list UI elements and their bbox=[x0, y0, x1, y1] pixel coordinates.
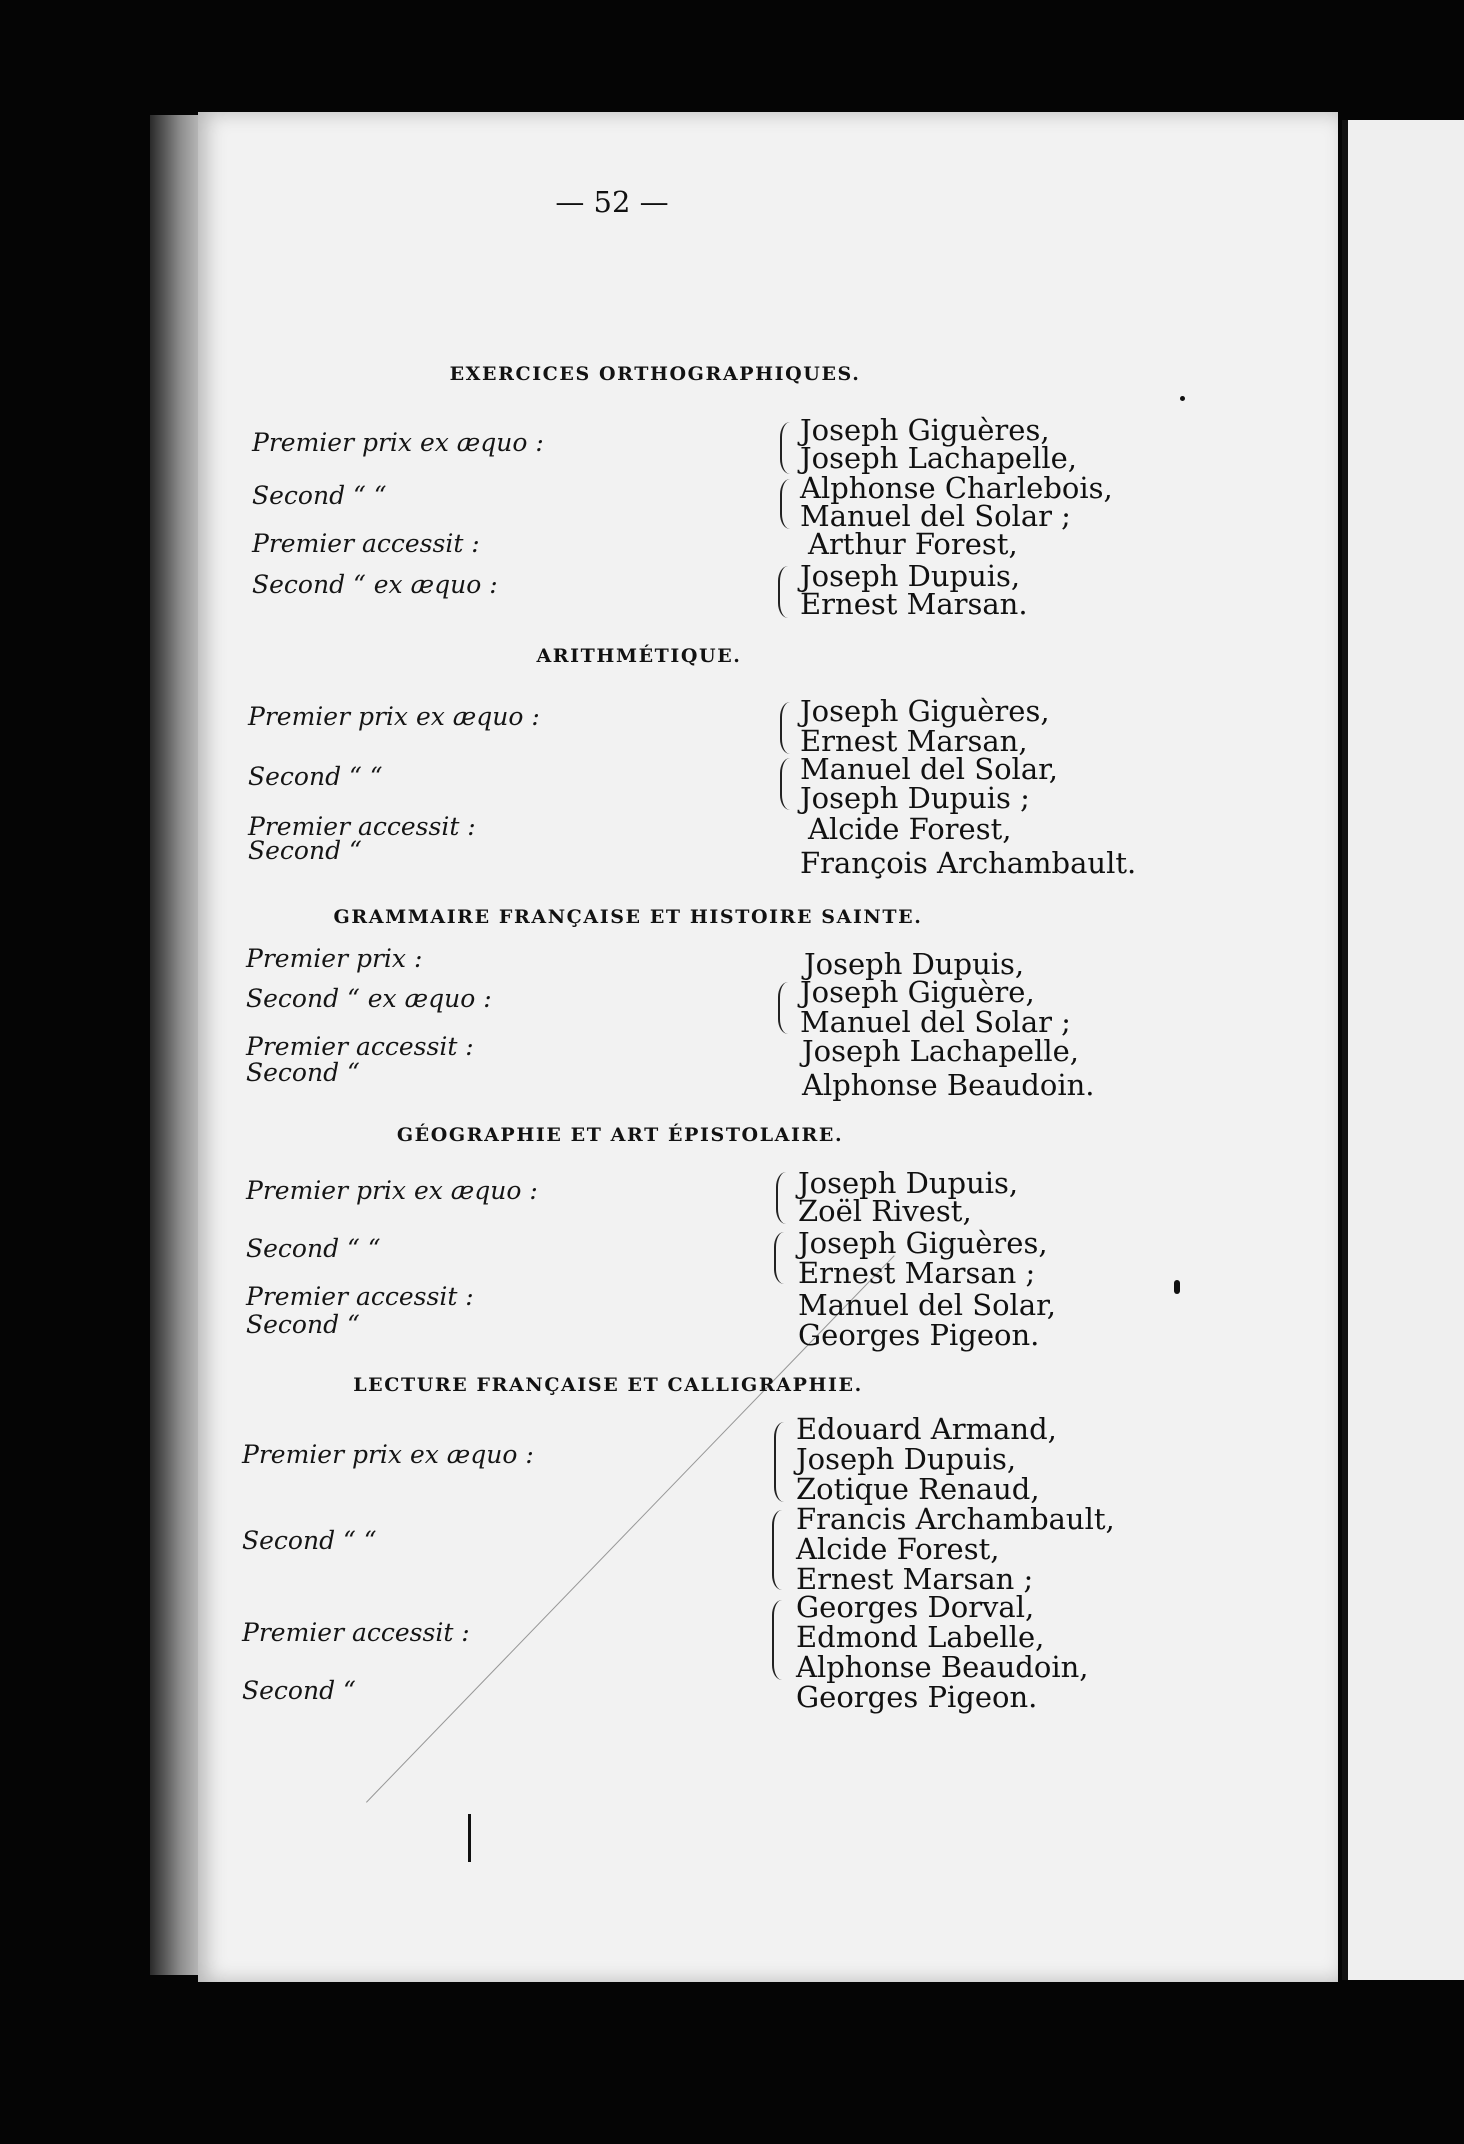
winner-name: Joseph Giguères, bbox=[798, 1226, 1048, 1260]
winner-name: Zotique Renaud, bbox=[796, 1472, 1040, 1506]
winner-name: Joseph Dupuis, bbox=[796, 1442, 1017, 1476]
winner-name: Joseph Giguères, bbox=[800, 694, 1050, 728]
winner-name: Georges Pigeon. bbox=[798, 1318, 1040, 1352]
winner-name: Zoël Rivest, bbox=[798, 1194, 972, 1228]
brace bbox=[774, 1232, 784, 1284]
award-label: Premier prix ex æquo : bbox=[246, 1176, 538, 1205]
brace bbox=[774, 1422, 784, 1502]
winner-name: Ernest Marsan, bbox=[800, 724, 1028, 758]
brace bbox=[780, 758, 790, 810]
brace bbox=[780, 702, 790, 754]
winner-name: Georges Dorval, bbox=[796, 1590, 1035, 1624]
winner-name: Joseph Lachapelle, bbox=[800, 441, 1078, 475]
brace bbox=[772, 1600, 782, 1680]
winner-name: Joseph Dupuis, bbox=[798, 1166, 1019, 1200]
award-label: Premier accessit : bbox=[246, 1032, 474, 1061]
winner-name: Ernest Marsan ; bbox=[798, 1256, 1036, 1290]
winner-name: Ernest Marsan. bbox=[800, 587, 1028, 621]
brace bbox=[780, 479, 790, 529]
winner-name: François Archambault. bbox=[800, 846, 1137, 880]
award-label: Second “ bbox=[248, 836, 362, 865]
section-heading: ARITHMÉTIQUE. bbox=[536, 645, 742, 667]
award-label: Second “ bbox=[242, 1676, 356, 1705]
winner-name: Manuel del Solar ; bbox=[800, 1005, 1071, 1039]
winner-name: Alphonse Beaudoin, bbox=[796, 1650, 1089, 1684]
award-label: Premier prix ex æquo : bbox=[252, 428, 544, 457]
scan-mark bbox=[1180, 396, 1185, 401]
award-label: Second “ bbox=[246, 1310, 360, 1339]
brace bbox=[778, 982, 788, 1034]
winner-name: Manuel del Solar, bbox=[798, 1288, 1056, 1322]
section-heading: EXERCICES ORTHOGRAPHIQUES. bbox=[449, 363, 861, 385]
brace bbox=[776, 1172, 786, 1224]
award-label: Premier prix : bbox=[246, 944, 423, 973]
winner-name: Georges Pigeon. bbox=[796, 1680, 1038, 1714]
winner-name: Francis Archambault, bbox=[796, 1502, 1115, 1536]
brace bbox=[772, 1510, 782, 1590]
scan-mark bbox=[468, 1814, 471, 1862]
award-label: Premier accessit : bbox=[246, 1282, 474, 1311]
winner-name: Joseph Dupuis ; bbox=[800, 781, 1030, 815]
award-label: Second “ “ bbox=[248, 762, 383, 791]
winner-name: Edmond Labelle, bbox=[796, 1620, 1045, 1654]
winner-name: Joseph Lachapelle, bbox=[802, 1034, 1080, 1068]
winner-name: Joseph Giguères, bbox=[800, 413, 1050, 447]
award-label: Premier accessit : bbox=[242, 1618, 470, 1647]
winner-name: Alcide Forest, bbox=[808, 812, 1012, 846]
winner-name: Joseph Giguère, bbox=[800, 975, 1035, 1009]
winner-name: Alphonse Beaudoin. bbox=[802, 1068, 1095, 1102]
winner-name: Manuel del Solar ; bbox=[800, 499, 1071, 533]
award-label: Premier prix ex æquo : bbox=[242, 1440, 534, 1469]
award-label: Second “ ex æquo : bbox=[246, 984, 492, 1013]
brace bbox=[778, 566, 788, 618]
winner-name: Manuel del Solar, bbox=[800, 752, 1058, 786]
winner-name: Joseph Dupuis, bbox=[804, 947, 1025, 981]
section-heading: GRAMMAIRE FRANÇAISE ET HISTOIRE SAINTE. bbox=[333, 906, 923, 928]
winner-name: Alphonse Charlebois, bbox=[800, 471, 1113, 505]
award-label: Second “ “ bbox=[246, 1234, 381, 1263]
award-label: Second “ “ bbox=[242, 1526, 377, 1555]
section-heading: GÉOGRAPHIE ET ART ÉPISTOLAIRE. bbox=[396, 1124, 844, 1146]
winner-name: Joseph Dupuis, bbox=[800, 559, 1021, 593]
brace bbox=[780, 422, 790, 474]
page-number: — 52 — bbox=[555, 185, 669, 219]
award-label: Second “ “ bbox=[252, 481, 387, 510]
section-heading: LECTURE FRANÇAISE ET CALLIGRAPHIE. bbox=[353, 1374, 863, 1396]
award-label: Premier accessit : bbox=[252, 529, 480, 558]
award-label: Premier prix ex æquo : bbox=[248, 702, 540, 731]
winner-name: Ernest Marsan ; bbox=[796, 1562, 1034, 1596]
award-label: Second “ ex æquo : bbox=[252, 570, 498, 599]
winner-name: Edouard Armand, bbox=[796, 1412, 1057, 1446]
winner-name: Alcide Forest, bbox=[796, 1532, 1000, 1566]
winner-name: Arthur Forest, bbox=[808, 527, 1018, 561]
award-label: Premier accessit : bbox=[248, 812, 476, 841]
scan-mark bbox=[1174, 1280, 1180, 1294]
award-label: Second “ bbox=[246, 1058, 360, 1087]
